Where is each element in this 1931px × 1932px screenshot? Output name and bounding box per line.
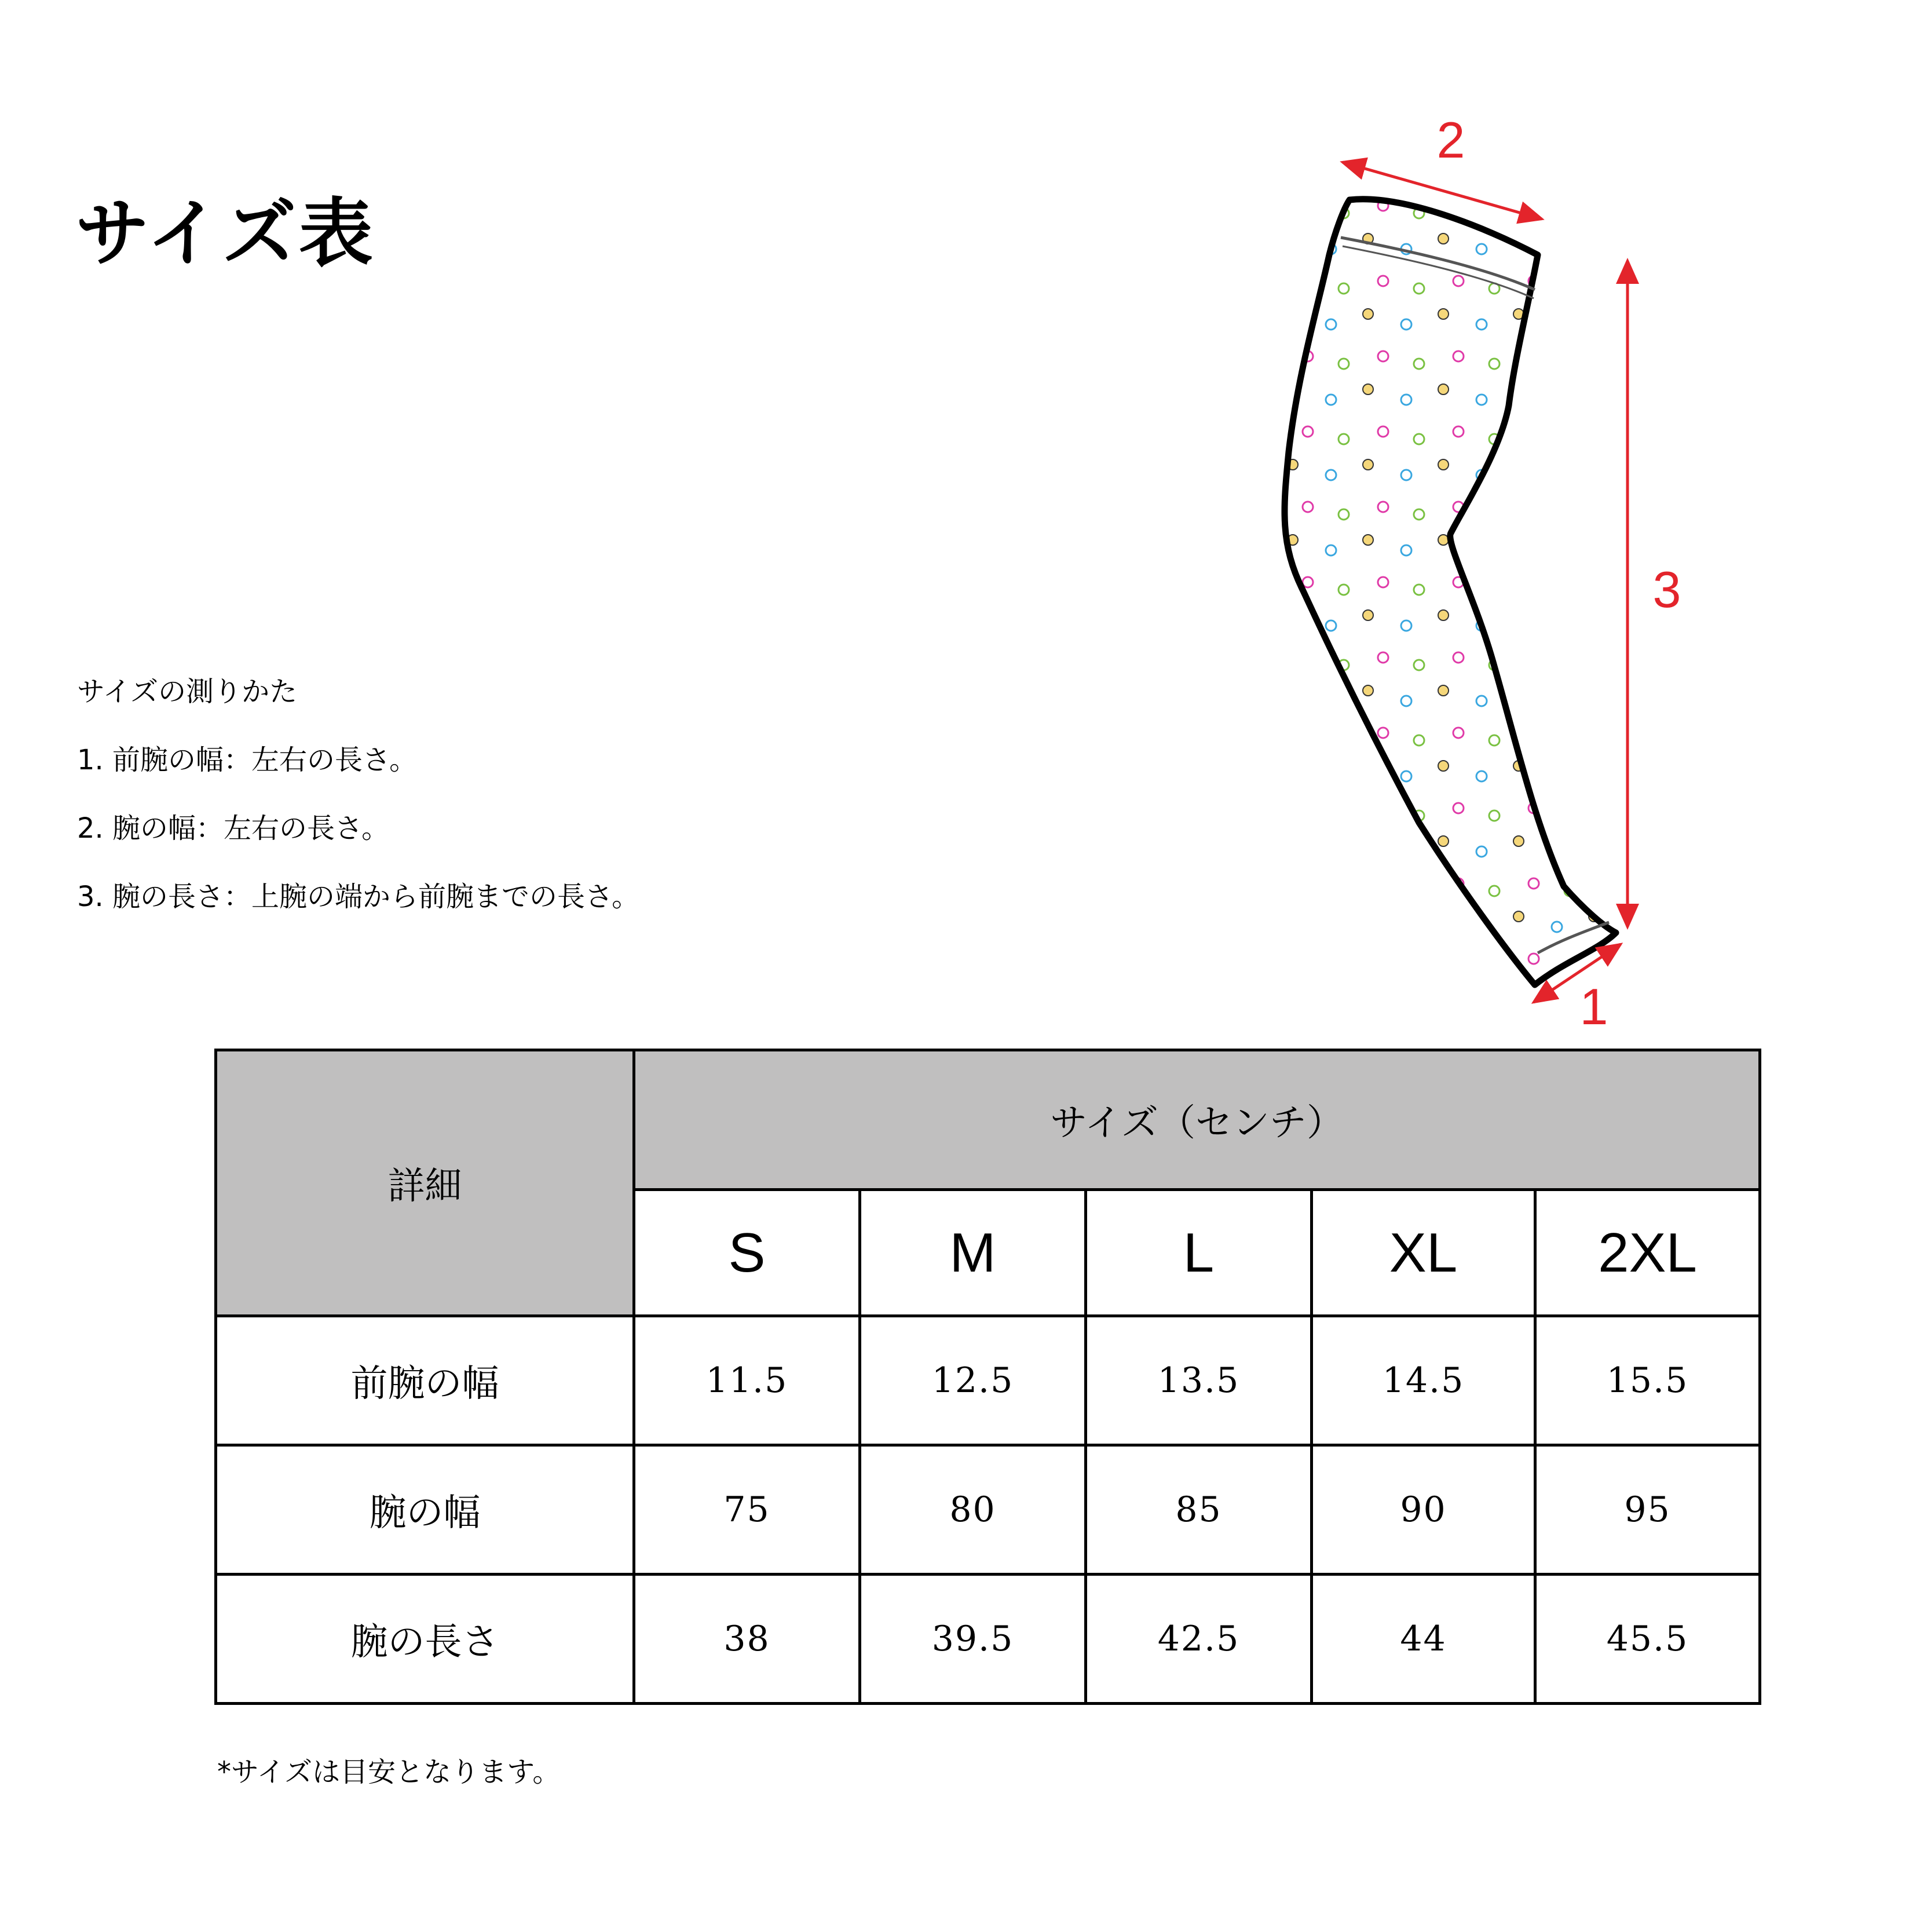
instruction-item-1: 1. 前腕の幅：左右の長さ。 — [77, 744, 418, 776]
page-title: サイズ表 — [75, 191, 375, 277]
instructions-heading: サイズの測りかた — [77, 675, 298, 708]
table-cell: 13.5 — [1086, 1316, 1312, 1445]
table-cell: 45.5 — [1535, 1575, 1760, 1704]
arm-sleeve-diagram — [1245, 110, 1685, 1049]
detail-header: 詳細 — [216, 1050, 634, 1316]
table-cell: 85 — [1086, 1445, 1312, 1575]
table-cell: 12.5 — [860, 1316, 1086, 1445]
table-cell: 95 — [1535, 1445, 1760, 1575]
table-cell: 80 — [860, 1445, 1086, 1575]
table-row — [216, 1575, 1760, 1704]
size-header-2xl: 2XL — [1535, 1190, 1760, 1316]
marker-label-3: 3 — [1652, 561, 1681, 618]
table-row — [216, 1316, 1760, 1445]
size-header-xl: XL — [1312, 1190, 1535, 1316]
table-cell: 75 — [634, 1445, 860, 1575]
marker-label-1: 1 — [1579, 978, 1608, 1035]
size-header-s: S — [634, 1190, 860, 1316]
table-header-row — [216, 1050, 1760, 1190]
row-label-arm-length: 腕の長さ — [216, 1575, 634, 1704]
instruction-item-2: 2. 腕の幅：左右の長さ。 — [77, 812, 390, 845]
measurement-instructions — [77, 658, 639, 931]
table-cell: 44 — [1312, 1575, 1535, 1704]
row-label-forearm-width: 前腕の幅 — [216, 1316, 634, 1445]
table-cell: 90 — [1312, 1445, 1535, 1575]
table-cell: 42.5 — [1086, 1575, 1312, 1704]
table-cell: 14.5 — [1312, 1316, 1535, 1445]
size-group-header: サイズ（センチ） — [634, 1050, 1760, 1190]
instruction-item-3: 3. 腕の長さ：上腕の端から前腕までの長さ。 — [77, 881, 640, 913]
table-cell: 15.5 — [1535, 1316, 1760, 1445]
table-cell: 11.5 — [634, 1316, 860, 1445]
size-table — [214, 1049, 1761, 1705]
size-note: *サイズは目安となります。 — [217, 1756, 561, 1788]
size-header-m: M — [860, 1190, 1086, 1316]
table-row — [216, 1445, 1760, 1575]
row-label-arm-width: 腕の幅 — [216, 1445, 634, 1575]
sleeve-shape — [1285, 199, 1616, 985]
size-header-l: L — [1086, 1190, 1312, 1316]
table-cell: 38 — [634, 1575, 860, 1704]
marker-label-2: 2 — [1436, 111, 1465, 169]
table-cell: 39.5 — [860, 1575, 1086, 1704]
